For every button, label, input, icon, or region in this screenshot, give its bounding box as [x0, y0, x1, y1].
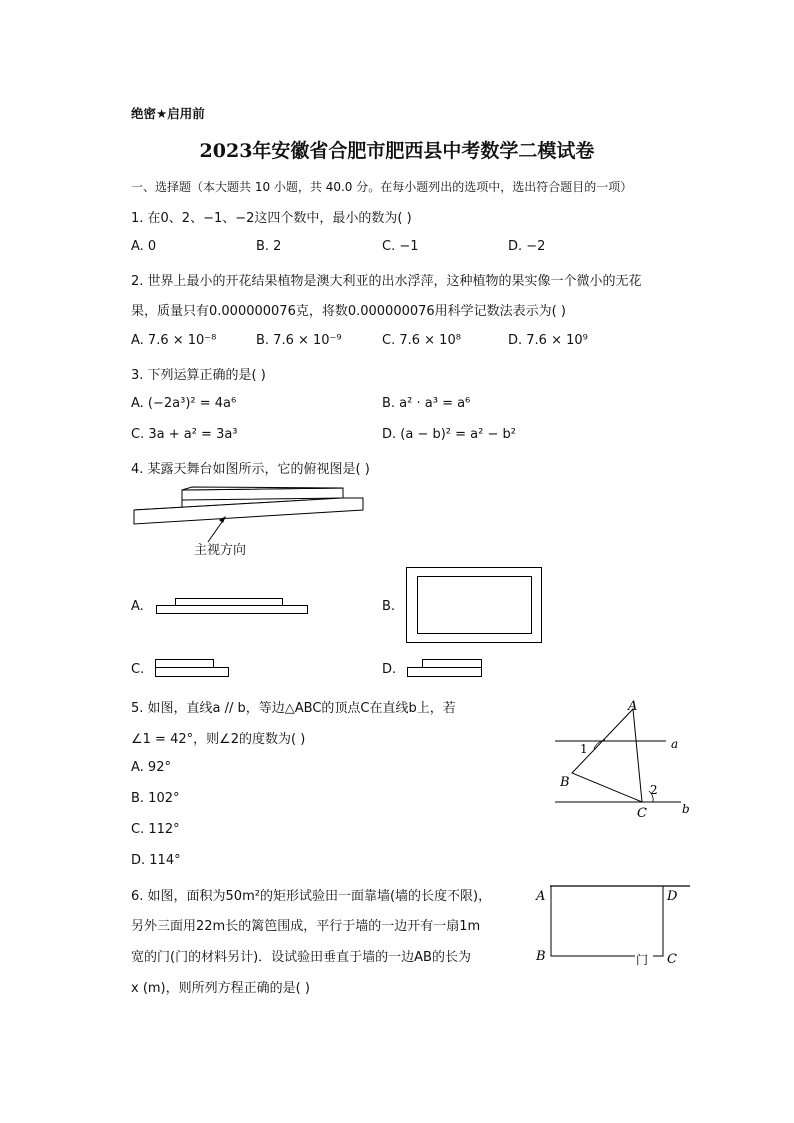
q3-option-d: D. (a − b)² = a² − b²: [382, 427, 516, 442]
label-angle-1: 1: [580, 742, 588, 756]
stage-base-block-front: [134, 498, 363, 524]
question-1: 1. 在0、2、−1、−2这四个数中，最小的数为( ): [131, 211, 412, 226]
question-5-line-2: ∠1 = 42°，则∠2的度数为( ): [131, 732, 306, 747]
rectangle-field-figure: [530, 878, 700, 968]
question-3: 3. 下列运算正确的是( ): [131, 368, 266, 383]
question-6-line-3: 宽的门(门的材料另计)．设试验田垂直于墙的一边AB的长为: [131, 950, 471, 965]
label-angle-2: 2: [650, 783, 658, 797]
q2-option-b: B. 7.6 × 10⁻⁹: [256, 333, 342, 348]
fence-right: [653, 886, 663, 956]
q4-option-b: B.: [382, 599, 396, 614]
label-D: D: [667, 889, 678, 904]
q4-option-b-figure: [405, 566, 545, 646]
label-A: A: [536, 889, 546, 904]
label-C: C: [637, 806, 647, 821]
label-B: B: [536, 949, 546, 964]
label-line-a: a: [671, 737, 679, 751]
q5-option-b: B. 102°: [131, 791, 180, 806]
q5-option-a: A. 92°: [131, 760, 171, 775]
q1-option-a: A. 0: [131, 239, 157, 254]
question-6-line-4: x (m)，则所列方程正确的是( ): [131, 981, 310, 996]
label-B: B: [560, 775, 570, 790]
question-6-line-1: 6. 如图，面积为50m²的矩形试验田一面靠墙(墙的长度不限)，: [131, 889, 492, 904]
confidential-label: 绝密★启用前: [131, 106, 205, 121]
q4-option-d-figure: [406, 657, 486, 681]
q2-option-a: A. 7.6 × 10⁻⁸: [131, 333, 217, 348]
q5-option-d: D. 114°: [131, 853, 181, 868]
q1-option-d: D. −2: [508, 239, 546, 254]
q4-option-a: A.: [131, 599, 144, 614]
q4-option-c-figure: [154, 657, 234, 681]
question-2-line-2: 果，质量只有0.000000076克，将数0.000000076用科学记数法表示为( ): [131, 304, 566, 319]
question-6-line-2: 另外三面用22m长的篱笆围成，平行于墙的一边开有一扇1m: [131, 919, 481, 934]
stage-figure: [130, 486, 380, 561]
question-4: 4. 某露天舞台如图所示，它的俯视图是( ): [131, 462, 370, 477]
question-2-line-1: 2. 世界上最小的开花结果植物是澳大利亚的出水浮萍，这种植物的果实像一个微小的无花: [131, 274, 642, 289]
section-heading: 一、选择题（本大题共 10 小题，共 40.0 分。在每小题列出的选项中，选出符合题目的一项）: [131, 180, 633, 194]
q2-option-c: C. 7.6 × 10⁸: [382, 333, 461, 348]
q3-option-a: A. (−2a³)² = 4a⁶: [131, 396, 237, 411]
view-direction-arrow: [208, 519, 224, 542]
fence-left-bottom: [551, 886, 635, 956]
label-door: 门: [636, 953, 649, 967]
q2-option-d: D. 7.6 × 10⁹: [508, 333, 588, 348]
triangle-figure: [550, 695, 700, 825]
question-5-line-1: 5. 如图，直线a // b，等边△ABC的顶点C在直线b上，若: [131, 701, 456, 716]
q3-option-c: C. 3a + a² = 3a³: [131, 427, 238, 442]
q4-option-a-figure: [155, 594, 315, 618]
q1-option-b: B. 2: [256, 239, 282, 254]
label-line-b: b: [682, 802, 690, 816]
q4-option-c: C.: [131, 662, 145, 677]
q5-option-c: C. 112°: [131, 822, 180, 837]
q4-option-d: D.: [382, 662, 397, 677]
q1-option-c: C. −1: [382, 239, 419, 254]
view-direction-label: 主视方向: [194, 543, 247, 558]
label-C: C: [667, 952, 677, 967]
label-A: A: [628, 699, 638, 714]
exam-title: 2023年安徽省合肥市肥西县中考数学二模试卷: [199, 140, 595, 162]
q3-option-b: B. a² · a³ = a⁶: [382, 396, 471, 411]
